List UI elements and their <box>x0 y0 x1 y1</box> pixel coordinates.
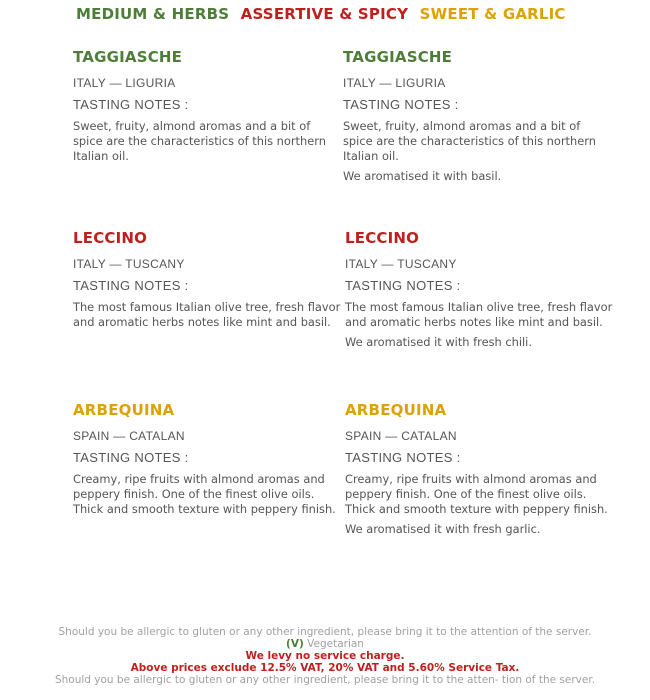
oil-origin: ITALY — TUSCANY <box>73 257 185 271</box>
allergy-notice-repeat: Should you be allergic to gluten or any other ingredient, please bring it to the atten- tion of the server. <box>54 674 596 686</box>
tasting-notes-label: TASTING NOTES : <box>345 450 461 465</box>
tasting-notes-label: TASTING NOTES : <box>345 278 461 293</box>
category-assertive-spicy: ASSERTIVE & SPICY <box>240 5 409 23</box>
oil-card-leccino-right <box>345 229 615 350</box>
oil-card-arbequina-left <box>73 401 343 517</box>
oil-description: Sweet, fruity, almond aromas and a bit of spice are the characteristics of this northern Italian oil. <box>343 119 596 163</box>
oil-card-arbequina-right <box>345 401 615 537</box>
tasting-notes-label: TASTING NOTES : <box>73 97 189 112</box>
tasting-notes-label: TASTING NOTES : <box>73 450 189 465</box>
oil-name: LECCINO <box>345 229 420 247</box>
oil-description: Creamy, ripe fruits with almond aromas and peppery finish. One of the finest olive oils. Thick and smooth texture with peppery finish. <box>345 472 608 516</box>
vegetarian-label: Vegetarian <box>307 638 364 650</box>
oil-card-taggiasche-left <box>73 48 343 164</box>
oil-name: ARBEQUINA <box>345 401 447 419</box>
oil-origin: ITALY — LIGURIA <box>343 76 446 90</box>
tasting-notes-label: TASTING NOTES : <box>343 97 459 112</box>
oil-description: Creamy, ripe fruits with almond aromas and peppery finish. One of the finest olive oils. Thick and smooth texture with peppery finish. <box>73 472 336 516</box>
service-charge-notice: We levy no service charge. <box>245 650 405 662</box>
oil-origin: SPAIN — CATALAN <box>345 429 457 443</box>
oil-name: TAGGIASCHE <box>343 48 453 66</box>
oil-description: The most famous Italian olive tree, fresh flavor and aromatic herbs notes like mint and basil. <box>73 300 341 329</box>
oil-name: TAGGIASCHE <box>73 48 183 66</box>
oil-description: Sweet, fruity, almond aromas and a bit of spice are the characteristics of this northern Italian oil. <box>73 119 326 163</box>
category-legend <box>76 5 572 23</box>
vegetarian-symbol: (V) <box>286 638 304 650</box>
oil-card-taggiasche-right <box>343 48 613 184</box>
oil-description: The most famous Italian olive tree, fresh flavor and aromatic herbs notes like mint and basil. <box>345 300 613 329</box>
oil-name: LECCINO <box>73 229 148 247</box>
oil-aromatised-note: We aromatised it with basil. <box>343 169 502 183</box>
tax-notice: Above prices exclude 12.5% VAT, 20% VAT and 5.60% Service Tax. <box>130 662 520 674</box>
menu-footer <box>0 626 650 686</box>
oil-origin: SPAIN — CATALAN <box>73 429 185 443</box>
oil-aromatised-note: We aromatised it with fresh garlic. <box>345 522 541 536</box>
oil-card-leccino-left <box>73 229 343 330</box>
oil-name: ARBEQUINA <box>73 401 175 419</box>
oil-origin: ITALY — LIGURIA <box>73 76 176 90</box>
category-medium-herbs: MEDIUM & HERBS <box>76 5 230 23</box>
oil-aromatised-note: We aromatised it with fresh chili. <box>345 335 532 349</box>
oil-origin: ITALY — TUSCANY <box>345 257 457 271</box>
tasting-notes-label: TASTING NOTES : <box>73 278 189 293</box>
allergy-notice: Should you be allergic to gluten or any other ingredient, please bring it to the attention of the server. <box>58 626 592 638</box>
category-sweet-garlic: SWEET & GARLIC <box>419 5 566 23</box>
vegetarian-legend <box>0 638 650 650</box>
